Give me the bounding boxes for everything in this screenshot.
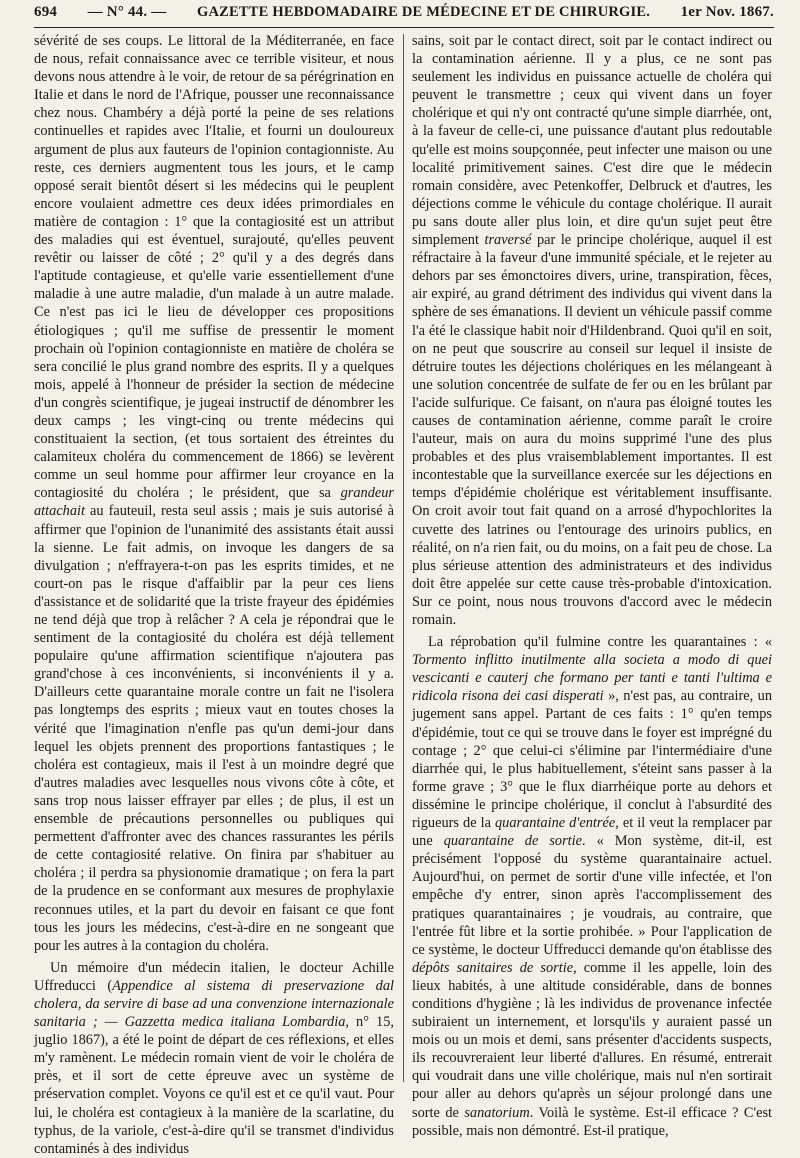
left-paragraph-1: sévérité de ses coups. Le littoral de la Méditerranée, en face de nous, refait connaissance avec ce terrible visiteur, et nous devons nous attendre à le voir, de retour de sa pérégrination en Italie et dans le nord de l'Afrique, pousser une reconnaissance chez nous. Chambéry a déjà porté la peine de ses relations continuelles et rapides avec l'Italie, et fourni un douloureux argument de plus aux fauteurs de l'opinion contagionniste. Au reste, ces derniers augmentent tous les jours, et le camp opposé serait bientôt désert si les médecins qui le peuplent encore voulaient admettre ces deux idées primordiales en matière de contagion : 1° que la contagiosité est un attribut des maladies qui est éventuel, surajouté, qu'elles peuvent revêtir ou laisser de côté ; 2° qu'il y a des degrés dans l'aptitude contagieuse, et qu'elle varie essentiellement d'une maladie à une autre maladie, d'un malade à un autre malade. Ce n'est pas ici le lieu de développer ces propositions étiologiques ; qu'il me suffise de pressentir le moment prochain où l'opinion contagionniste en matière de choléra se sera concilié le plus grand nombre des esprits. Il y a quelques mois, appelé à l'honneur de présider la section de médecine d'un congrès scientifique, je jugeai instructif de dénombrer les deux camps ; les vingt-cinq ou trente médecins qui constituaient la section, (et tous sortaient des étreintes du calamiteux choléra du commencement de 1866) se levèrent comme un seul homme pour affirmer leur croyance en la contagiosité du choléra ; le président, que sa grandeur attachait au fauteuil, resta seul assis ; mais je suis autorisé à affirmer que l'opinion de l'unanimité des assistants était aussi la sienne. Le fait admis, on invoque les dangers de sa divulgation ; n'effrayera-t-on pas les esprits timides, et ne court-on pas le risque d'affaiblir par la peur ces liens d'assistance et de solidarité que la triste frayeur des épidémies ne tend déjà que trop à relâcher ? A cela je répondrai que le sentiment de la contagiosité du choléra est déjà tellement populaire qu'une affirmation scientifique n'ajoutera pas grand'chose à ces inconvénients, si inconvénients il y a. D'ailleurs cette quarantaine morale contre un fait ne l'isolera pas longtemps des esprits ; mieux vaut en toutes choses la vérité que l'imagination n'enfle pas qu'un demi-jour dans lequel les objets prennent des proportions fantastiques ; le choléra est contagieux, mais il l'est à un moindre degré que d'autres maladies avec lesquelles nous vivons côte à côte, et sans trop nous laisser effrayer par elles ; de plus, il est un ensemble de précautions personnelles ou publiques qui permettent d'affronter avec des chances rassurantes les périls de cette contagiosité relative. On finira par s'habituer au choléra ; il perdra sa physionomie dramatique ; on fera la part de la prudence en se conformant aux mesures de prophylaxie reconnues utiles, et la part du devoir en faisant ce que font tous les jours les médecins, c'est-à-dire en ne songeant que pour les autres à la contagion du choléra. <box>34 33 394 954</box>
right-paragraph-2: La réprobation qu'il fulmine contre les quarantaines : « Tormento inflitto inutilmente alla societa a modo di quei vescicanti e cauterj che formano per tanti e tanti l'ultima e ridicola risona dei casi disperati », n'est pas, au contraire, un jugement sans appel. Partant de ces faits : 1° qu'en temps d'épidémie, tout ce qui se trouve dans le foyer est imprégné du contage ; 2° que celui-ci s'élimine par l'intermédiaire d'une diarrhée qui, le plus habituellement, s'éteint sans passer à la forme grave ; 3° que le flux diarrhéique porte au dehors et dissémine le principe cholérique, il conclut à l'absurdité des rigueurs de la quarantaine d'entrée, et il veut la remplacer par une quarantaine de sortie. « Mon système, dit-il, est précisément l'opposé du système quarantainaire actuel. Aujourd'hui, on permet de sortir d'une ville infectée, et l'on empêche d'y entrer, sinon après l'accomplissement des pratiques quarantainaires ; je voudrais, au contraire, que l'entrée fût libre et la sortie prohibée. » Pour l'application de ce système, le docteur Uffreducci demande qu'on établisse des dépôts sanitaires de sortie, comme il les appelle, loin des lieux habités, à une altitude considérable, dans de bonnes conditions d'hygiène ; là les individus de provenance infectée subiraient un internement, et lorsqu'ils y auraient passé un mois ou un mois et demi, sans présenter d'accidents suspects, ils recouvreraient leur liberté d'allures. En résumé, entrerait qui voudrait dans une ville cholérique, mais nul n'en sortirait pour aller au dehors qu'après un séjour prolongé dans une sorte de sanatorium. Voilà le système. Est-il efficace ? C'est possible, mais non démontré. Est-il pratique, <box>412 634 773 1139</box>
right-column <box>412 32 772 1140</box>
left-paragraph-2: Un mémoire d'un médecin italien, le docteur Achille Uffreducci (Appendice al sistema di preservazione dal cholera, da servire di base ad una convenzione internazionale sanitaria ; — Gazzetta medica italiana Lombardia, n° 15, juglio 1867), a été le point de départ de ces réflexions, et elles m'y ramènent. Le médecin romain vient de voir le choléra de près, et il sort de cette épreuve avec un système de préservation complet. Voyons ce qu'il est et ce qu'il vaut. Pour lui, le choléra est contagieux à la manière de la scarlatine, du typhus, de la variole, c'est-à-dire qu'il se transmet d'individus contaminés à des individus <box>34 959 394 1157</box>
page-number: 694 <box>34 4 58 20</box>
left-column <box>34 32 394 1158</box>
issue-number: — N° 44. — <box>87 4 167 20</box>
column-divider <box>403 34 404 1082</box>
right-paragraph-1: sains, soit par le contact direct, soit par le contact indirect ou la contamination aérienne. Il y a plus, ce ne sont pas seulement les individus en puissance actuelle de choléra qui peuvent le transmettre ; ceux qui vivent dans un foyer cholérique et qui n'y ont contracté qu'une simple diarrhée, ont, à la faveur de celle-ci, une puissance d'autant plus redoutable qu'elle est moins soupçonnée, peut infecter une maison ou une localité primitivement saines. C'est dire que le médecin romain considère, avec Petenkoffer, Delbruck et d'autres, les déjections comme le véhicule du contage cholérique. Il aurait pu sans doute aller plus loin, et dire qu'un sujet peut être simplement traversé par le principe cholérique, auquel il est réfractaire à la faveur d'une immunité spéciale, et le rejeter au dehors par ses émonctoires divers, urine, transpiration, fèces, air expiré, au grand détriment des individus qui vivent dans la sphère de ses émanations. Il devient un véhicule passif comme l'a été le classique habit noir d'Hildenbrand. Quoi qu'il en soit, on ne peut que souscrire au conseil sur lequel il insiste de détruire toutes les déjections cholériques en les mélangeant à une solution concentrée de sulfate de fer ou en les brûlant par l'acide sulfurique. Ce faisant, on n'aura pas éloigné toutes les causes de contamination aérienne, comme paraît le croire l'auteur, mais on aura du moins supprimé l'une des plus probables et des plus vraisemblablement importantes. Il est incontestable que la surveillance exercée sur les déjections en temps d'épidémie cholérique est véritablement insuffisante. On croit avoir tout fait quand on a arrosé d'hypochlorites la cuvette des latrines ou l'entourage des urinoirs publics, en réalité, on n'a rien fait, ou du moins, on a fait peu de chose. La plus sérieuse attention des administrateurs et des individus doit être appelée sur cette cause très-probable d'intoxication. Sur ce point, nous nous trouvons d'accord avec le médecin romain. <box>412 33 772 628</box>
issue-date: 1er Nov. 1867. <box>680 4 774 20</box>
journal-title: GAZETTE HEBDOMADAIRE DE MÉDECINE ET DE CHIRURGIE. <box>197 4 651 20</box>
header-rule <box>34 27 774 28</box>
page-header <box>34 4 774 28</box>
